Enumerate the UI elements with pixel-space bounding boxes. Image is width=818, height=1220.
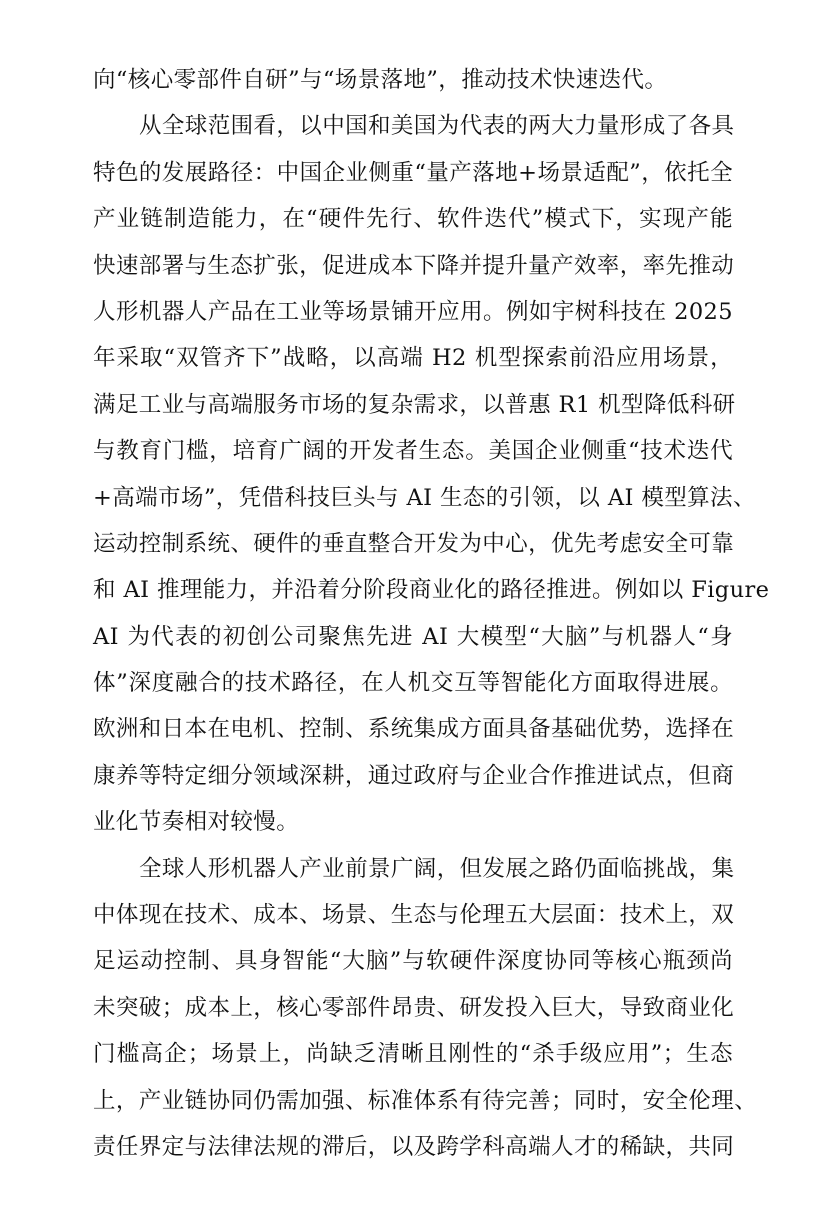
text-line: AI 为代表的初创公司聚焦先进 AI 大模型“大脑”与机器人“身 [93,623,733,650]
paragraph-3 [93,846,758,1171]
text-line: 体”深度融合的技术路径，在人机交互等智能化方面取得进展。 [93,670,733,697]
text-line: +高端市场”，凭借科技巨头与 AI 生态的引领，以 AI 模型算法、 [93,484,756,511]
text-line: 人形机器人产品在工业等场景铺开应用。例如宇树科技在 2025 [93,298,733,325]
text-line: 满足工业与高端服务市场的复杂需求，以普惠 R1 机型降低科研 [93,391,736,418]
text-line: 从全球范围看，以中国和美国为代表的两大力量形成了各具 [139,113,735,140]
text-line: 和 AI 推理能力，并沿着分阶段商业化的路径推进。例如以 Figure [93,577,770,604]
text-line: 全球人形机器人产业前景广阔，但发展之路仍面临挑战，集 [139,855,735,882]
text-line: 特色的发展路径：中国企业侧重“量产落地+场景适配”，依托全 [93,159,733,186]
text-line: 运动控制系统、硬件的垂直整合开发为中心，优先考虑安全可靠 [93,530,735,557]
text-line: 快速部署与生态扩张，促进成本下降并提升量产效率，率先推动 [93,252,735,279]
text-line: 未突破；成本上，核心零部件昂贵、研发投入巨大，导致商业化 [93,994,735,1021]
text-line: 门槛高企；场景上，尚缺乏清晰且刚性的“杀手级应用”；生态 [93,1041,733,1068]
text-line: 向“核心零部件自研”与“场景落地”，推动技术快速迭代。 [93,67,668,93]
text-line: 足运动控制、具身智能“大脑”与软硬件深度协同等核心瓶颈尚 [93,948,733,975]
body-text [93,57,770,1170]
text-line: 欧洲和日本在电机、控制、系统集成方面具备基础优势，选择在 [93,716,735,743]
paragraph-2 [93,103,770,845]
text-line: 业化节奏相对较慢。 [93,809,300,836]
text-line: 年采取“双管齐下”战略，以高端 H2 机型探索前沿应用场景， [93,345,733,372]
text-line: 康养等特定细分领域深耕，通过政府与企业合作推进试点，但商 [93,762,735,789]
text-line: 中体现在技术、成本、场景、生态与伦理五大层面：技术上，双 [93,902,735,929]
paragraph-1 [93,57,733,103]
text-line: 上，产业链协同仍需加强、标准体系有待完善；同时，安全伦理、 [93,1087,758,1114]
text-line: 产业链制造能力，在“硬件先行、软件迭代”模式下，实现产能 [93,206,733,233]
text-line: 责任界定与法律法规的滞后，以及跨学科高端人才的稀缺，共同 [93,1133,735,1160]
text-line: 与教育门槛，培育广阔的开发者生态。美国企业侧重“技术迭代 [93,438,733,465]
